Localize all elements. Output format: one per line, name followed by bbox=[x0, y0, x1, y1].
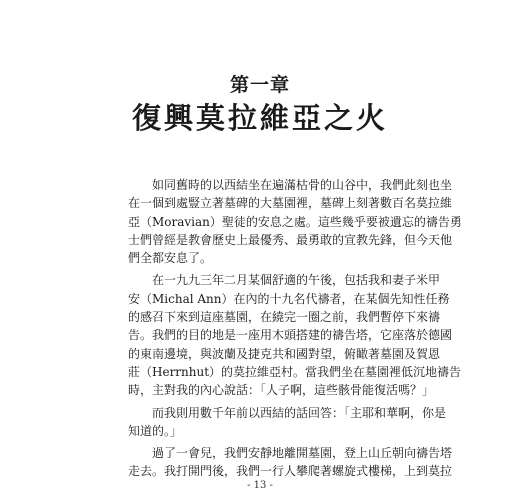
paragraph bbox=[128, 271, 462, 399]
text-line: 在一個到處豎立著墓碑的大墓園裡，墓碑上刻著數百名莫拉維 bbox=[128, 196, 453, 211]
body-text bbox=[128, 176, 462, 481]
text-line: 知道的。」 bbox=[128, 423, 183, 438]
text-line: 安（Michal Ann）在內的十九名代禱者，在某個先知性任務 bbox=[128, 291, 450, 306]
text-line: 過了一會兒，我們安靜地離開墓園，登上山丘朝向禱告塔 bbox=[152, 446, 453, 461]
paragraph bbox=[128, 176, 462, 267]
chapter-title: 復興莫拉維亞之火 bbox=[131, 101, 388, 135]
text-line: 告。我們的目的地是一座用木頭搭建的禱告塔，它座落於德國 bbox=[128, 328, 453, 343]
text-line: 的感召下來到這座墓園，在繞完一圈之前，我們暫停下來禱 bbox=[128, 310, 441, 325]
text-line: 走去。我打開門後，我們一行人攀爬著螺旋式樓梯，上到莫拉 bbox=[128, 464, 453, 479]
chapter-number: 第一章 bbox=[229, 74, 290, 96]
page-number: - 13 - bbox=[247, 480, 273, 491]
paragraph bbox=[128, 444, 453, 481]
text-line: 亞（Moravian）聖徒的安息之處。這些幾乎要被遺忘的禱告勇 bbox=[128, 214, 462, 229]
text-line: 在一九九三年二月某個舒適的午後，包括我和妻子米甲 bbox=[152, 273, 441, 288]
text-line: 如同舊時的以西結坐在遍滿枯骨的山谷中，我們此刻也坐 bbox=[152, 178, 453, 192]
text-line: 的東南邊境，與波蘭及捷克共和國對望，俯瞰著墓園及賀恩 bbox=[128, 346, 441, 361]
text-line: 時，主對我的內心說話：「人子啊，這些骸骨能復活嗎？」 bbox=[128, 383, 435, 398]
text-line: 們全都安息了。 bbox=[128, 251, 213, 266]
text-line: 士們曾經是教會歷史上最優秀、最勇敢的宣教先鋒，但今天他 bbox=[128, 232, 453, 247]
text-line: 莊（Herrnhut）的莫拉維亞村。當我們坐在墓園裡低沉地禱告 bbox=[128, 364, 462, 379]
text-line: 而我則用數千年前以西結的話回答：「主耶和華啊，你是 bbox=[152, 405, 447, 420]
paragraph bbox=[128, 404, 447, 441]
